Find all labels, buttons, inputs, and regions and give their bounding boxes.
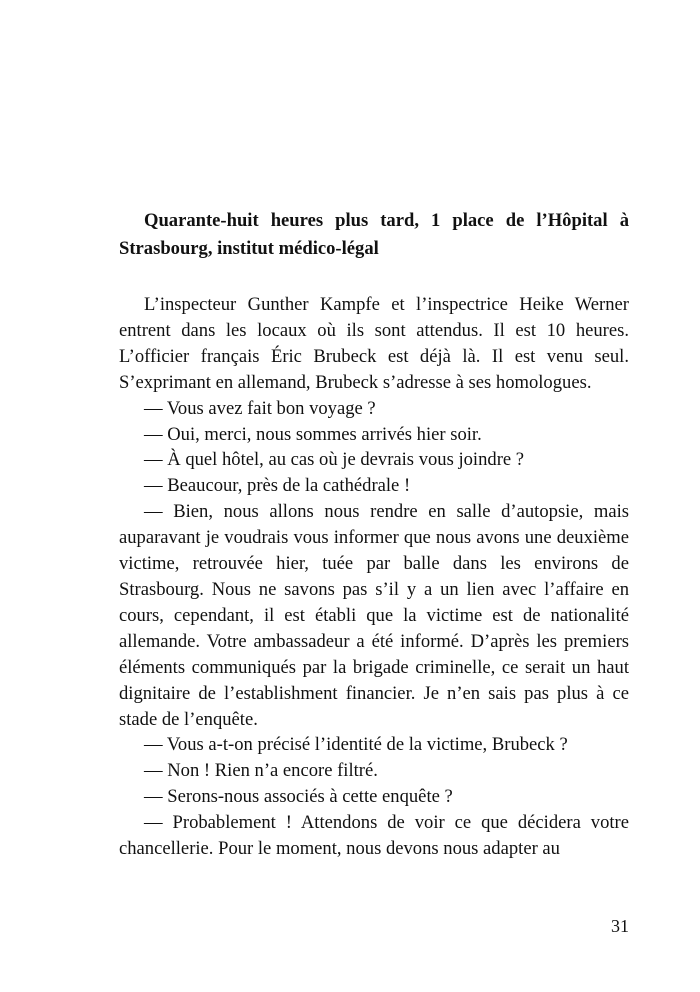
dialogue-line: — Vous a-t-on précisé l’identité de la victime, Brubeck ? <box>144 734 568 756</box>
dialogue-line: — À quel hôtel, au cas où je devrais vous joindre ? <box>144 449 525 471</box>
dialogue-line: — Non ! Rien n’a encore filtré. <box>144 760 378 782</box>
dialogue-line: — Bien, nous allons nous rendre en salle d’autopsie, mais auparavant je voudrais vous informer que nous avons une deuxième victime, retrouvée hier, tuée par balle dans les environs de Strasbourg. Nous ne savons pas s’il y a un lien avec l’affaire en cours, cependant, il est établi que la victime est de nationalité allemande. Votre ambassadeur a été informé. D’après les premiers éléments communiqués par la brigade criminelle, ce serait un haut dignitaire de l’establishment financier. Je n’en sais pas plus à ce stade de l’enquête. <box>119 501 629 730</box>
book-page <box>119 0 629 992</box>
dialogue-line: — Serons-nous associés à cette enquête ? <box>144 786 453 808</box>
paragraph-intro: L’inspecteur Gunther Kampfe et l’inspectrice Heike Werner entrent dans les locaux où ils sont attendus. Il est 10 heures. L’officier français Éric Brubeck est déjà là. Il est venu seul. S’exprimant en allemand, Brubeck s’adresse à ses homologues. <box>119 294 629 393</box>
body-text <box>119 292 629 862</box>
dialogue-line: — Vous avez fait bon voyage ? <box>144 397 376 419</box>
dialogue-line: — Beaucour, près de la cathédrale ! <box>144 475 411 497</box>
page-number: 31 <box>611 916 629 936</box>
dialogue-line: — Probablement ! Attendons de voir ce que décidera votre chancellerie. Pour le moment, nous devons nous adapter au <box>119 812 629 860</box>
section-heading: Quarante-huit heures plus tard, 1 place de l’Hôpital à Strasbourg, institut médico-légal <box>119 210 629 259</box>
dialogue-line: — Oui, merci, nous sommes arrivés hier soir. <box>144 423 482 445</box>
